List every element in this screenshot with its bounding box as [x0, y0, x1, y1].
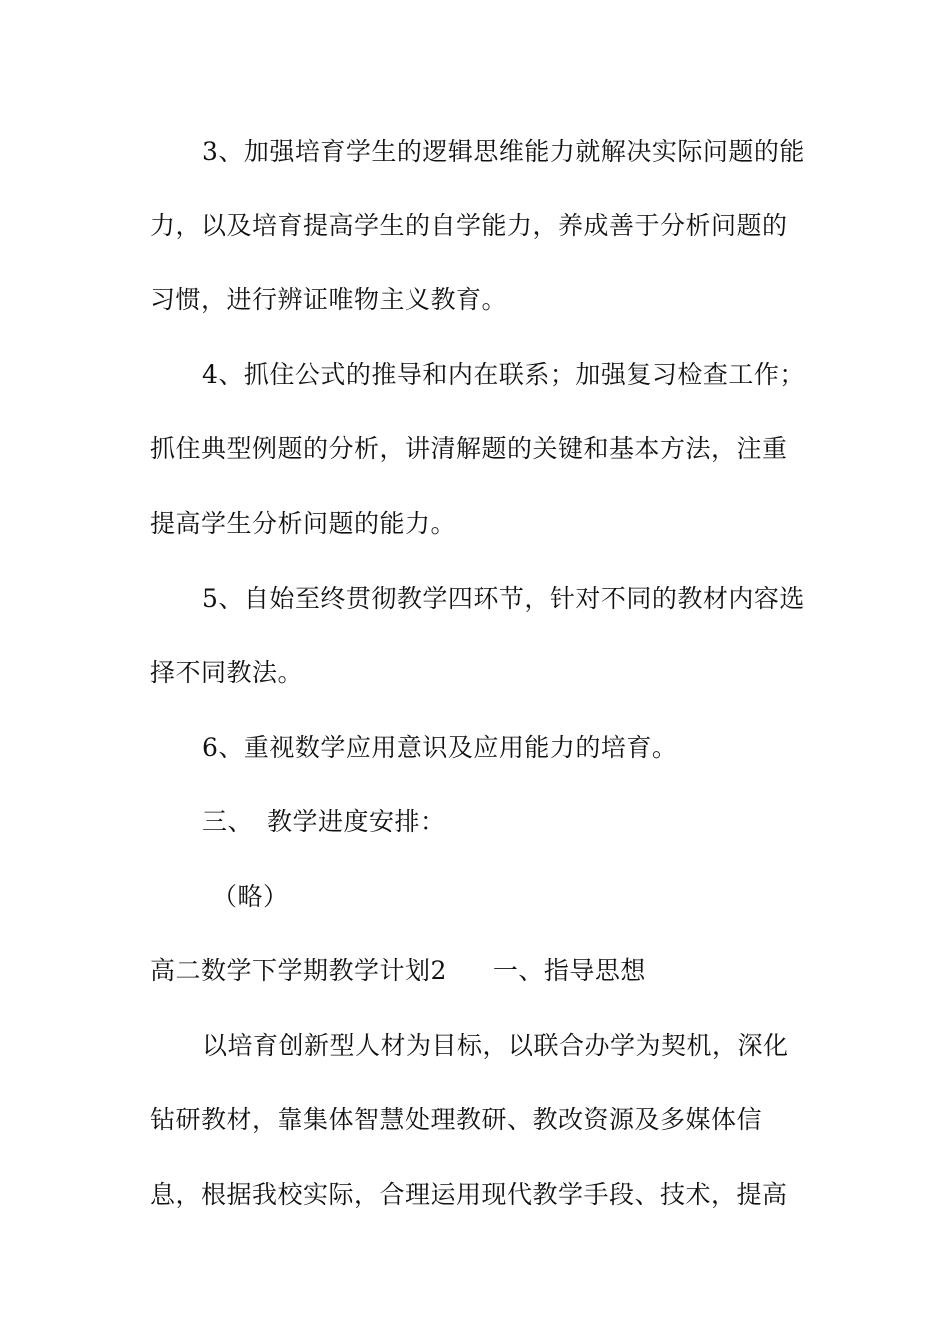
guiding-paragraph-line-1: 以培育创新型人材为目标，以联合办学为契机，深化 — [202, 1031, 789, 1060]
paragraph-4-line-1: 4、抓住公式的推导和内在联系；加强复习检查工作； — [202, 360, 805, 389]
paragraph-5-line-1: 5、自始至终贯彻教学四环节，针对不同的教材内容选 — [202, 584, 805, 613]
paragraph-4-line-2: 抓住典型例题的分析，讲清解题的关键和基本方法，注重 — [150, 434, 788, 463]
paragraph-3-line-1: 3、加强培育学生的逻辑思维能力就解决实际问题的能 — [202, 137, 805, 166]
guiding-paragraph-line-2: 钻研教材，靠集体智慧处理教研、教改资源及多媒体信 — [150, 1105, 763, 1134]
plan-title: 高二数学下学期教学计划2 — [150, 956, 447, 985]
plan-section-title: 一、指导思想 — [492, 956, 646, 985]
section-three-heading — [202, 807, 446, 837]
plan-heading — [150, 956, 646, 986]
section-three-number: 三、 — [202, 807, 254, 836]
omitted-note: （略） — [212, 882, 289, 911]
paragraph-4-line-3: 提高学生分析问题的能力。 — [150, 509, 457, 538]
paragraph-6-line-1: 6、重视数学应用意识及应用能力的培育。 — [202, 733, 678, 762]
paragraph-3-line-3: 习惯，进行辨证唯物主义教育。 — [150, 285, 508, 314]
section-three-title: 教学进度安排： — [267, 807, 446, 836]
guiding-paragraph-line-3: 息，根据我校实际，合理运用现代教学手段、技术，提高 — [150, 1180, 788, 1209]
paragraph-5-line-2: 择不同教法。 — [150, 658, 304, 687]
paragraph-3-line-2: 力，以及培育提高学生的自学能力，养成善于分析问题的 — [150, 211, 788, 240]
